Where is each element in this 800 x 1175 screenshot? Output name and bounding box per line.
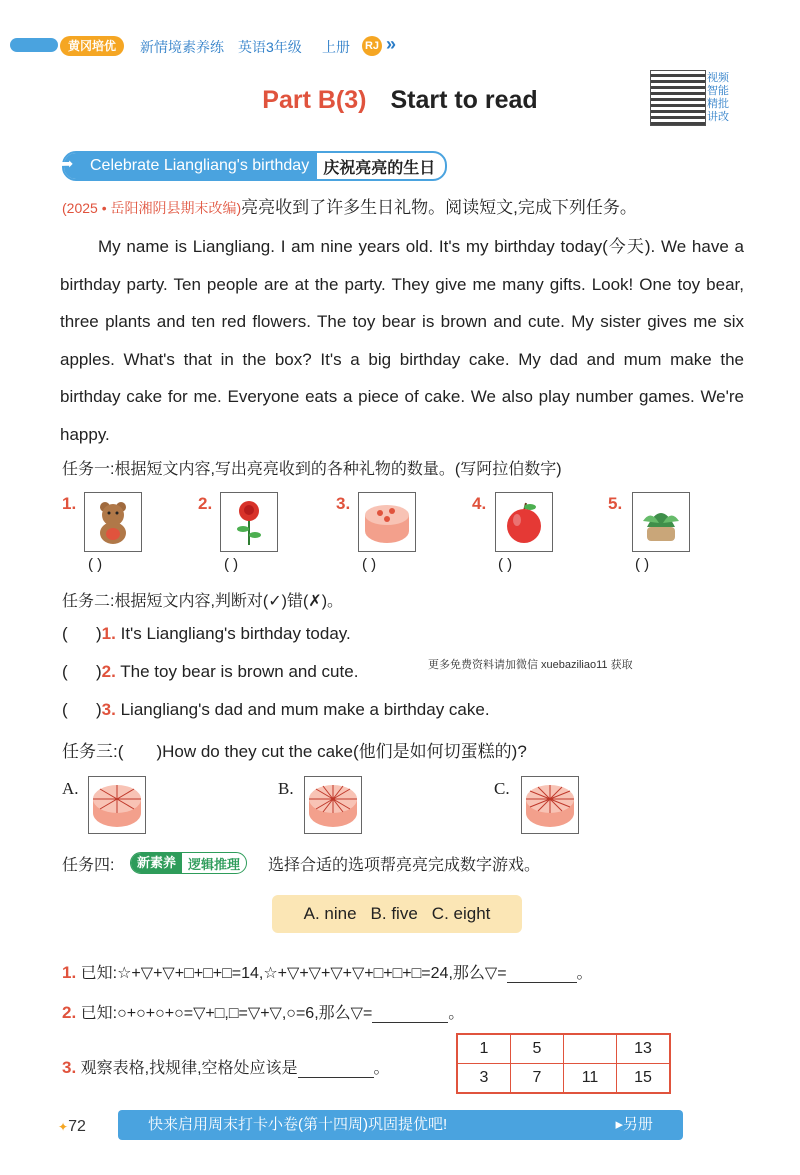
question-3 [62,1055,390,1078]
table-row [457,1064,670,1094]
star-icon: ✦ [58,1120,69,1134]
table-cell: 13 [617,1034,671,1064]
edition-badge: RJ [362,36,382,56]
gift-number: 3. [336,494,351,513]
section-title-cn: 庆祝亮亮的生日 [323,159,436,177]
gift-number: 1. [62,494,77,513]
intro-text: 亮亮收到了许多生日礼物。阅读短文,完成下列任务。 [241,198,637,217]
page-number [58,1118,86,1136]
qr-code-icon[interactable] [650,70,706,126]
option-label: B. [278,779,294,798]
gift-cake-box [358,492,416,552]
item-number: 2. [101,662,116,681]
footer-banner [118,1110,683,1140]
task1-title: 任务一:根据短文内容,写出亮亮收到的各种礼物的数量。(写阿拉伯数字) [62,461,562,478]
tf-item [62,700,490,720]
statement-text: The toy bear is brown and cute. [120,662,359,681]
option-label: C. [494,779,510,798]
question-number: 1. [62,963,77,982]
question-text: 观察表格,找规律,空格处应该是 [80,1060,298,1077]
question-1 [62,960,593,983]
table-row [457,1034,670,1064]
header-bar-accent [10,38,58,52]
gift-number: 4. [472,494,487,513]
gift-apple-box [495,492,553,552]
cut-cake-c-icon [522,777,578,833]
cake-option-b[interactable] [304,776,362,834]
cut-cake-a-icon [89,777,145,833]
arrow-icon: ➦ [60,156,74,173]
table-cell: 7 [511,1064,564,1094]
table-blank-cell[interactable] [564,1034,617,1064]
watermark-text: 更多免费资料请加微信 xuebaziliao11 获取 [428,659,633,671]
task3-prefix: 任务三:( [62,742,124,761]
volume-name: 上册 [322,39,350,55]
cake-option-a[interactable] [88,776,146,834]
statement-text: Liangliang's dad and mum make a birthday cake. [120,700,490,719]
title-part: Part B(3) [262,86,367,114]
qr-label: 视频 智能 精批 讲改 [707,72,729,123]
answer-blank[interactable] [507,964,577,983]
question-2 [62,1000,464,1023]
table-cell: 1 [457,1034,511,1064]
skill-badge [130,852,247,874]
badge-logic: 逻辑推理 [188,856,241,872]
option-b: B. five [370,904,418,923]
apple-icon [502,499,546,545]
intro-line [62,193,637,218]
footer-text: 快来启用周末打卡小卷(第十四周)巩固提优吧! [148,1116,448,1133]
option-a: A. nine [303,904,357,923]
answer-blank[interactable]: ( ) [62,662,102,681]
table-cell: 15 [617,1064,671,1094]
table-cell: 11 [564,1064,617,1094]
cake-icon [362,497,412,547]
answer-blank[interactable] [372,1004,448,1023]
question-text: 已知:○+○+○+○=▽+□,□=▽+▽,○=6,那么▽= [80,1005,373,1022]
reading-passage [60,228,744,453]
question-number: 2. [62,1003,77,1022]
option-label: A. [62,779,79,798]
footer-volume: ▸另册 [615,1116,653,1133]
task4-text: 选择合适的选项帮亮亮完成数字游戏。 [268,857,541,874]
cut-cake-b-icon [305,777,361,833]
gift-number: 2. [198,494,213,513]
pattern-table [456,1033,671,1094]
item-number: 1. [101,624,116,643]
table-cell: 5 [511,1034,564,1064]
section-header [62,151,447,181]
answer-blank[interactable]: ( ) [62,700,102,719]
question-end: 。 [576,965,593,982]
section-title-en: Celebrate Liangliang's birthday [64,153,317,179]
brand-badge: 黄冈培优 [60,36,124,56]
source-note: (2025 • 岳阳湘阴县期末改编) [62,200,242,216]
answer-blank[interactable] [123,742,156,761]
answer-blank[interactable]: ( ) [62,624,102,643]
passage-text: My name is Liangliang. I am nine years old. It's my birthday today(今天). We have a birthday party. Ten people are at the party. They give me many gifts. Look! One toy bear, three plants and ten red flowers. The toy bear is brown and cute. My sister gives me six apples. What's that in the box? It's a big birthday cake. My dad and mum make the birthday cake for me. Everyone eats a piece of cake. We also play number games. We're happy. [60,237,744,444]
gift-bear-box [84,492,142,552]
gift-number: 5. [608,494,623,513]
toy-bear-icon [91,499,135,545]
series-name: 新情境素养练 [140,39,224,55]
gift-rose-box [220,492,278,552]
task3-line [62,737,527,762]
chevron-right-icon: » [386,34,397,54]
task3-question: )How do they cut the cake(他们是如何切蛋糕的)? [156,742,527,761]
cake-option-c[interactable] [521,776,579,834]
option-c: C. eight [431,904,491,923]
plant-icon [637,499,685,545]
gift-plant-box [632,492,690,552]
question-number: 3. [62,1058,77,1077]
subject-name: 英语3年级 [238,39,302,55]
answer-blank[interactable]: ( ) [362,556,377,573]
answer-blank[interactable]: ( ) [88,556,103,573]
options-box [272,895,522,933]
answer-blank[interactable] [298,1059,374,1078]
item-number: 3. [101,700,116,719]
question-text: 已知:☆+▽+▽+□+□+□=14,☆+▽+▽+▽+▽+□+□+□=24,那么▽= [80,965,507,982]
task2-title: 任务二:根据短文内容,判断对(✓)错(✗)。 [62,593,344,610]
question-end: 。 [448,1005,465,1022]
tf-item [62,624,351,644]
task4-prefix: 任务四: [62,857,115,874]
statement-text: It's Liangliang's birthday today. [120,624,351,643]
table-cell: 3 [457,1064,511,1094]
tf-item [62,662,358,682]
answer-blank[interactable]: ( ) [224,556,239,573]
badge-new: 新素养 [131,853,182,873]
title-name: Start to read [390,86,538,114]
question-end: 。 [373,1060,390,1077]
page-number-text: 72 [68,1118,86,1135]
answer-blank[interactable]: ( ) [498,556,513,573]
answer-blank[interactable]: ( ) [635,556,650,573]
rose-icon [227,497,271,547]
